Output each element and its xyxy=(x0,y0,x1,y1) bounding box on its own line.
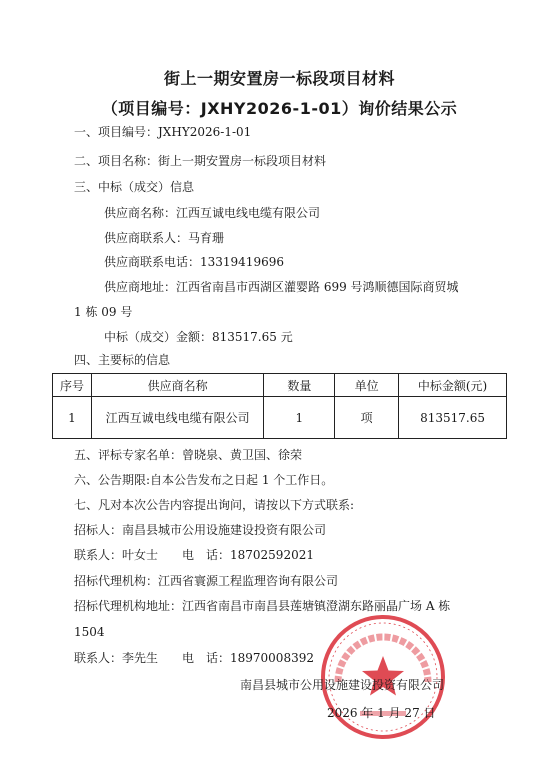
header-supplier: 供应商名称 xyxy=(91,374,264,397)
cell-unit: 项 xyxy=(335,397,399,439)
document-title: 街上一期安置房一标段项目材料 xyxy=(163,69,395,88)
project-name: 二、项目名称：街上一期安置房一标段项目材料 xyxy=(74,154,327,168)
table-row xyxy=(53,397,507,439)
project-number: 一、项目编号：JXHY2026-1-01 xyxy=(74,125,252,139)
agent-name: 招标代理机构：江西省寰源工程监理咨询有限公司 xyxy=(74,574,339,588)
signature-date: 2026 年 1 月 27 日 xyxy=(327,706,436,720)
cell-index: 1 xyxy=(53,397,92,439)
announcement-period: 六、公告期限:自本公告发布之日起 1 个工作日。 xyxy=(74,473,334,487)
header-amount: 中标金额(元) xyxy=(399,374,507,397)
supplier-address: 供应商地址：江西省南昌市西湖区灌婴路 699 号鸿顺德国际商贸城 xyxy=(104,280,459,294)
cell-amount: 813517.65 xyxy=(399,397,507,439)
header-quantity: 数量 xyxy=(264,374,335,397)
supplier-name: 供应商名称：江西互诚电线电缆有限公司 xyxy=(104,206,321,220)
table-header-row xyxy=(53,374,507,397)
winning-amount: 中标（成交）金额：813517.65 元 xyxy=(104,330,293,344)
cell-quantity: 1 xyxy=(264,397,335,439)
buyer-contact: 联系人：叶女士 电 话：18702592021 xyxy=(74,548,314,562)
cell-supplier: 江西互诚电线电缆有限公司 xyxy=(91,397,264,439)
agent-address: 招标代理机构地址：江西省南昌市南昌县莲塘镇澄湖东路丽晶广场 A 栋 xyxy=(74,599,451,613)
header-index: 序号 xyxy=(53,374,92,397)
agent-contact: 联系人：李先生 电 话：18970008392 xyxy=(74,651,314,665)
expert-list: 五、评标专家名单：曾晓泉、黄卫国、徐荣 xyxy=(74,448,303,462)
supplier-phone: 供应商联系电话：13319419696 xyxy=(104,255,284,269)
items-heading: 四、主要标的信息 xyxy=(74,353,171,367)
signature-organization: 南昌县城市公用设施建设投资有限公司 xyxy=(240,678,445,692)
buyer-name: 招标人：南昌县城市公用设施建设投资有限公司 xyxy=(74,523,327,537)
supplier-contact: 供应商联系人：马育珊 xyxy=(104,231,225,245)
supplier-address-cont: 1 栋 09 号 xyxy=(74,305,133,319)
winner-heading: 三、中标（成交）信息 xyxy=(74,180,195,194)
agent-address-cont: 1504 xyxy=(74,625,105,639)
header-unit: 单位 xyxy=(335,374,399,397)
items-table xyxy=(52,373,507,439)
document-subtitle: （项目编号：JXHY2026-1-01）询价结果公示 xyxy=(101,99,458,118)
inquiry-instructions: 七、凡对本次公告内容提出询问，请按以下方式联系: xyxy=(74,498,355,512)
